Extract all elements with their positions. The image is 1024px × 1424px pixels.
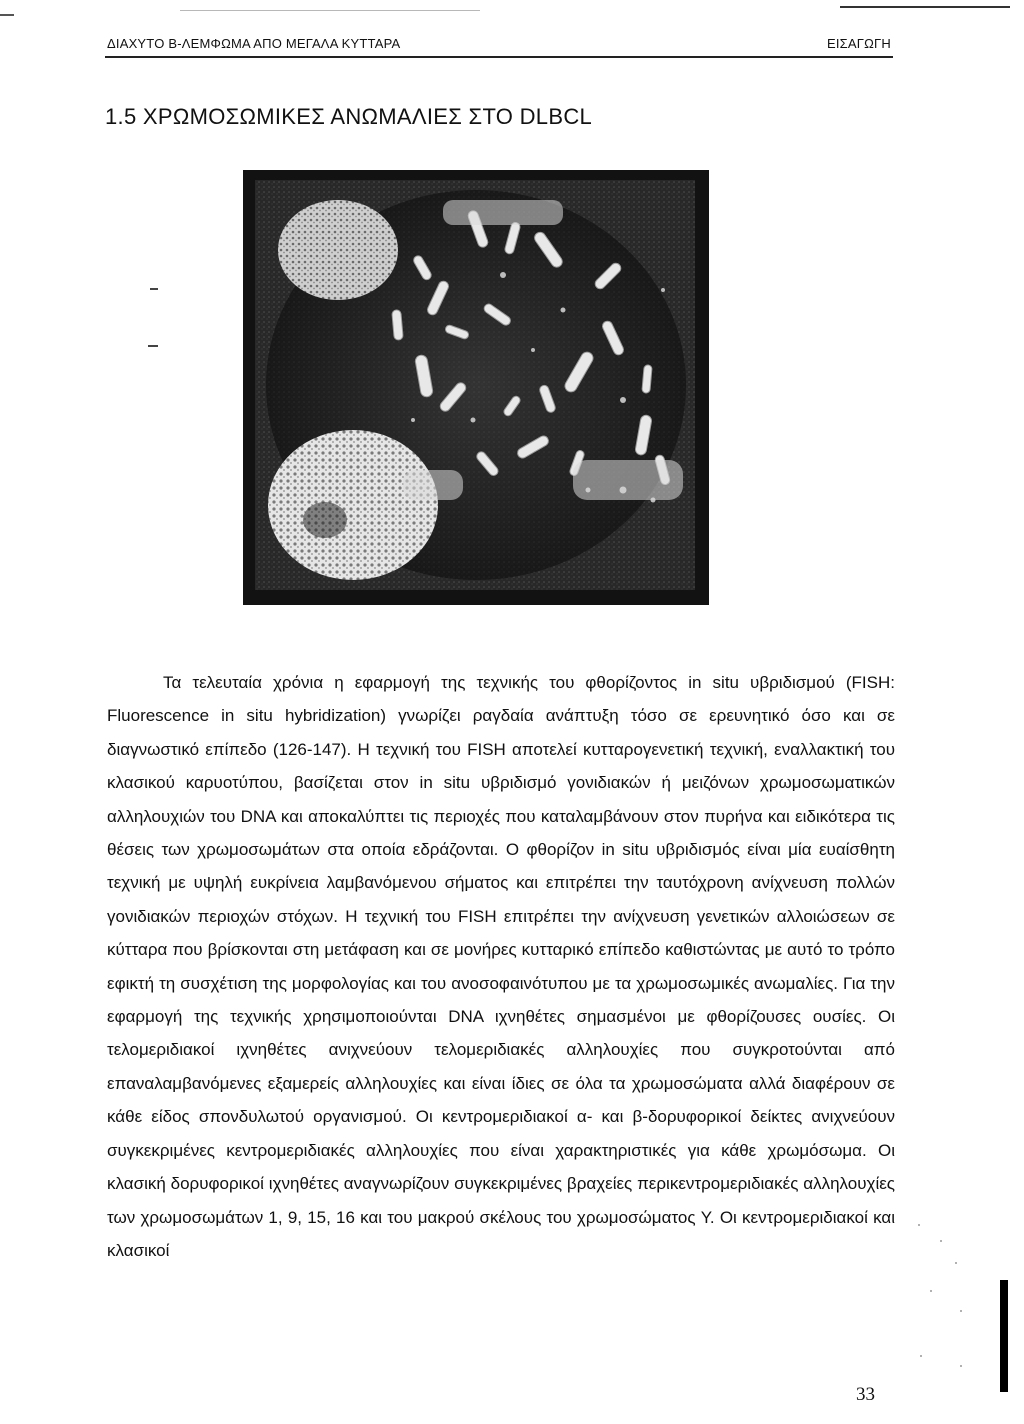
scan-artifact-line (840, 6, 1010, 8)
scan-artifact-line (180, 10, 480, 11)
running-header-section: ΕΙΣΑΓΩΓΗ (826, 36, 891, 51)
body-text (107, 666, 895, 1267)
scan-speck (960, 1365, 962, 1367)
fish-micrograph-image (243, 170, 709, 605)
header-rule (105, 56, 893, 58)
body-paragraph: Τα τελευταία χρόνια η εφαρμογή της τεχνικής του φθορίζοντος in situ υβριδισμού (FISH: Fluorescence in situ hybridization) γνωρίζει ραγδαία ανάπτυξη τόσο σε ερευνητικό όσο και σε διαγνωστικό επίπεδο (126-147). Η τεχνική του FISH αποτελεί κυτταρογενετική τεχνική, εναλλακτική του κλασικού καρυοτύπου, βασίζεται στον in situ υβριδισμό γονιδιακών ή μειζόνων χρωμοσωματικών αλληλουχιών του DNA και αποκαλύπτει τις περιοχές που καταλαμβάνουν στον πυρήνα και ειδικότερα τις θέσεις των χρωμοσωμάτων στα οποία εδράζονται. Ο φθορίζον in situ υβριδισμός είναι μία ευαίσθητη τεχνική με υψηλή ευκρίνεια λαμβανόμενου σήματος και επιτρέπει την ταυτόχρονη ανίχνευση πολλών γονιδιακών περιοχών στόχων. Η τεχνική του FISH επιτρέπει την ανίχνευση γενετικών αλλοιώσεων σε κύτταρα που βρίσκονται στη μετάφαση και σε μονήρες κυτταρικό επίπεδο καθιστώντας με αυτό το τρόπο εφικτή τη συσχέτιση της μορφολογίας και του ανοσοφαινότυπου με τα χρωμοσωμικές ανωμαλίες. Για την εφαρμογή της τεχνικής χρησιμοποιούνται DNA ιχνηθέτες σημασμένοι με φθορίζουσες ουσίες. Οι τελομεριδιακοί ιχνηθέτες ανιχνεύουν τελομεριδιακές αλληλουχίες που συγκροτούνται από επαναλαμβανόμενες εξαμερείς αλληλουχίες και είναι ίδιες σε όλα τα χρωμοσώματα αλλά διαφέρουν σε κάθε είδος σπονδυλωτού οργανισμού. Οι κεντρομεριδιακοί α- και β-δορυφορικοί δείκτες ανιχνεύουν συγκεκριμένες κεντρομεριδιακές αλληλουχίες που είναι χαρακτηριστικές για κάθε χρωμόσωμα. Οι κλασική δορυφορικοί ιχνηθέτες αναγνωρίζουν συγκεκριμένες βραχείες περικεντρομεριδιακές αλληλουχίες των χρωμοσωμάτων 1, 9, 15, 16 και του μακρού σκέλους του χρωμοσώματος Y. Οι κεντρομεριδιακοί και κλασικοί (107, 673, 895, 1260)
scan-edge-bar (1000, 1280, 1008, 1392)
scan-artifact-dash (148, 345, 158, 347)
scan-speck (920, 1355, 922, 1357)
running-header (107, 36, 891, 54)
scan-mark (0, 14, 14, 16)
scan-speck (918, 1224, 920, 1226)
scan-speck (940, 1240, 942, 1242)
page-number: 33 (856, 1384, 875, 1405)
scan-artifact-dash (150, 288, 158, 290)
running-header-title: ΔΙΑΧΥΤΟ Β-ΛΕΜΦΩΜΑ ΑΠΟ ΜΕΓΑΛΑ ΚΥΤΤΑΡΑ (107, 36, 401, 51)
scan-speck (955, 1262, 957, 1264)
section-title: 1.5 ΧΡΩΜΟΣΩΜΙΚΕΣ ΑΝΩΜΑΛΙΕΣ ΣΤΟ DLBCL (105, 104, 593, 129)
scan-speck (960, 1310, 962, 1312)
scan-speck (930, 1290, 932, 1292)
fish-micrograph (243, 170, 709, 605)
